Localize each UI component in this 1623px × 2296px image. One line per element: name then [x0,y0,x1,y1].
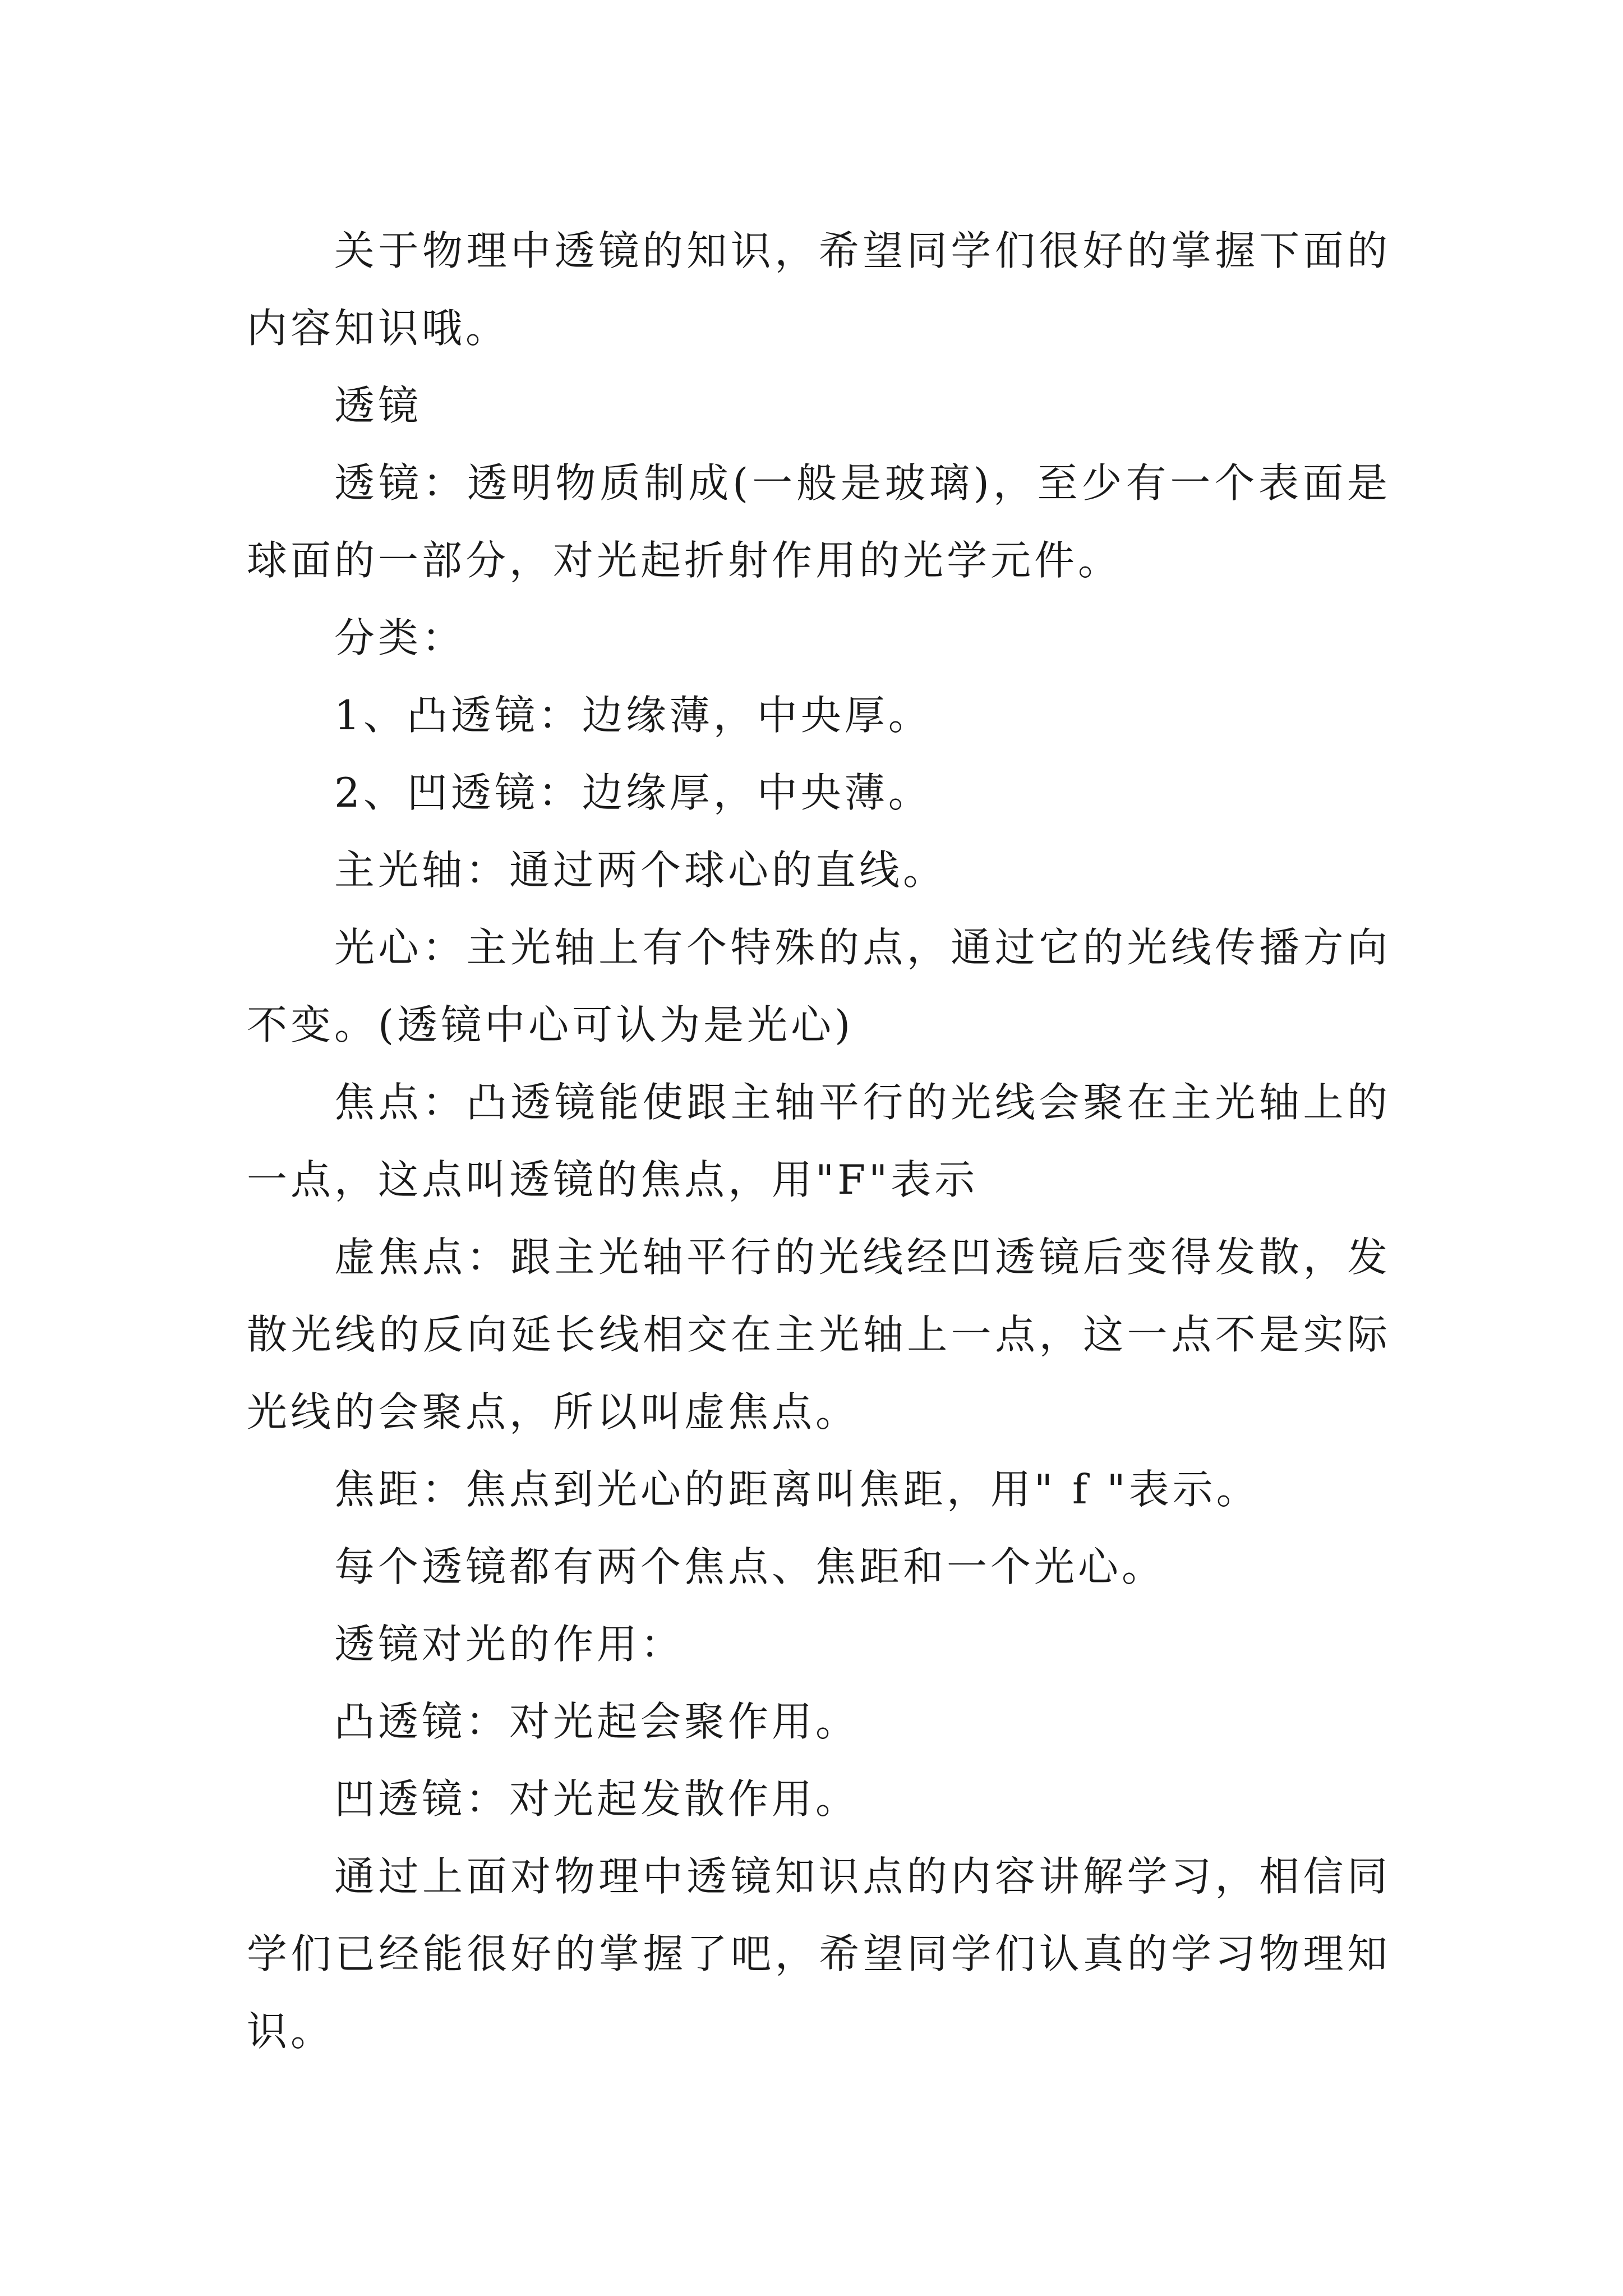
paragraph-focal-point: 焦点：凸透镜能使跟主轴平行的光线会聚在主光轴上的一点，这点叫透镜的焦点，用"F"表示 [247,1079,1391,1203]
paragraph-each-lens: 每个透镜都有两个焦点、焦距和一个光心。 [334,1543,1166,1590]
paragraph-principal-axis: 主光轴：通过两个球心的直线。 [334,846,947,894]
paragraph-conclusion: 通过上面对物理中透镜知识点的内容讲解学习，相信同学们已经能很好的掌握了吧，希望同学们认真的学习物理知识。 [247,1853,1391,2055]
list-item-convex: 1、凸透镜：边缘薄，中央厚。 [334,692,932,739]
paragraph-virtual-focus: 虚焦点：跟主光轴平行的光线经凹透镜后变得发散，发散光线的反向延长线相交在主光轴上一点，这一点不是实际光线的会聚点，所以叫虚焦点。 [247,1234,1391,1435]
heading-lens: 透镜 [334,382,422,429]
list-item-concave: 2、凹透镜：边缘厚，中央薄。 [334,769,932,816]
paragraph-concave-effect: 凹透镜：对光起发散作用。 [334,1775,860,1823]
document-body [247,212,1391,2070]
paragraph-lens-definition: 透镜：透明物质制成(一般是玻璃)，至少有一个表面是球面的一部分，对光起折射作用的光学元件。 [247,459,1391,584]
paragraph-intro: 关于物理中透镜的知识，希望同学们很好的掌握下面的内容知识哦。 [247,227,1391,352]
paragraph-convex-effect: 凸透镜：对光起会聚作用。 [334,1698,860,1745]
paragraph-focal-length: 焦距：焦点到光心的距离叫焦距，用" f "表示。 [334,1466,1260,1513]
paragraph-lens-effect: 透镜对光的作用： [334,1621,685,1668]
paragraph-optical-center: 光心：主光轴上有个特殊的点，通过它的光线传播方向不变。(透镜中心可认为是光心) [247,924,1391,1048]
paragraph-classification: 分类： [334,614,466,661]
